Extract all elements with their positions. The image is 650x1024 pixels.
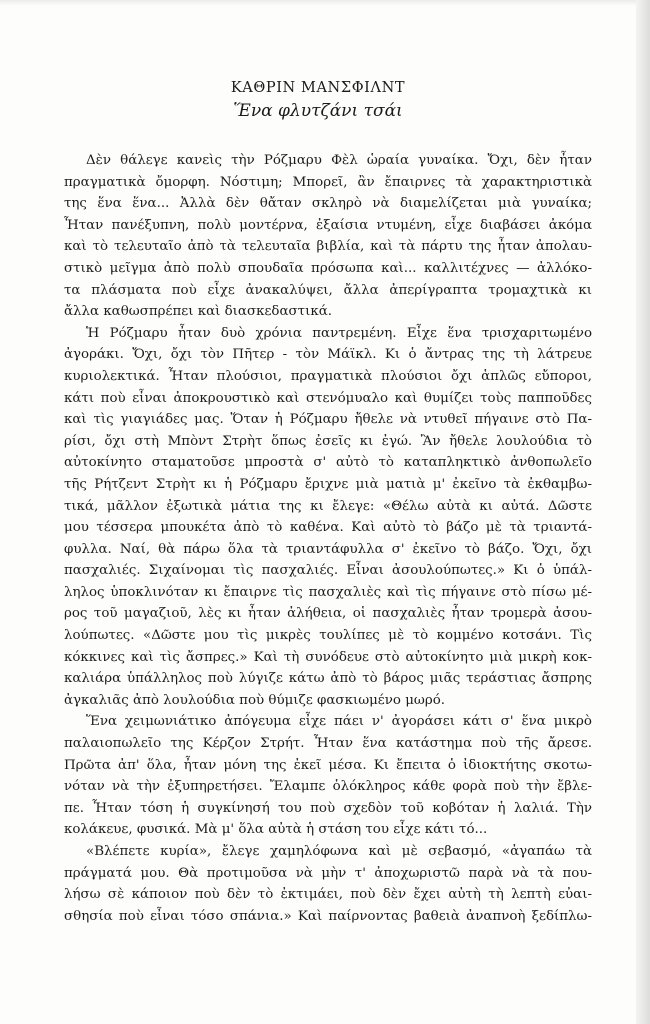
text-line: λήσω σὲ κάποιον ποὺ δὲν τὸ ἐκτιμάει, ποὺ δὲν ἔχει αὐτὴ τὴ λεπτὴ εὐαι-	[64, 887, 592, 903]
text-line: καὶ τὶς γιαγιάδες μας. Ὅταν ἡ Ρόζμαρυ ἤθελε νὰ ντυθεῖ πήγαινε στὸ Πα-	[64, 412, 592, 428]
text-line: πασχαλιές. Σιχαίνομαι τὶς πασχαλιές. Εἶναι ἀσουλούπωτες.» Κι ὁ ὑπάλ-	[64, 563, 592, 579]
text-line: Ἡ Ρόζμαρυ ἦταν δυὸ χρόνια παντρεμένη. Εἶχε ἕνα τρισχαριτωμένο	[86, 325, 592, 341]
text-line: ἀγκαλιᾶς ἀπὸ λουλούδια ποὺ θύμιζε φασκιωμένο μωρό.	[64, 692, 446, 708]
text-line: λούπωτες. «Δῶστε μου τὶς μικρὲς τουλίπες μὲ τὸ κομμένο κοτσάνι. Τὶς	[64, 628, 592, 644]
text-line: αὐτοκίνητο σταματοῦσε μπροστὰ σ' αὐτὸ τὸ καταπληκτικὸ ἀνθοπωλεῖο	[64, 455, 592, 471]
story-title: Ἕνα φλυτζάνι τσάι	[233, 101, 403, 121]
text-line: κάτι ποὺ εἶναι ἀποκρουστικὸ καὶ στενόμυαλο καὶ θυμίζει τοὺς παπποῦδες	[64, 390, 592, 406]
text-line: τα πλάσματα ποὺ εἶχε ἀνακαλύψει, ἄλλα ἀπερίγραπτα τρομαχτικὰ κι	[64, 282, 592, 298]
text-line: κόκκινες καὶ τὶς ἄσπρες.» Καὶ τὴ συνόδευε στὸ αὐτοκίνητο μιὰ μικρὴ κοκ-	[64, 649, 592, 665]
text-line: πε. Ἦταν τόση ἡ συγκίνησή του ποὺ σχεδὸν τοῦ κοβόταν ἡ λαλιά. Τὴν	[64, 800, 592, 816]
text-line: κυριολεκτικά. Ἦταν πλούσιοι, πραγματικὰ πλούσιοι ὄχι ἁπλῶς εὔποροι,	[64, 368, 592, 384]
text-line: καλιάρα ὑπάλληλος ποὺ λύγιζε κάτω ἀπὸ τὸ βάρος μιᾶς τεράστιας ἄσπρης	[64, 671, 592, 687]
text-line: Πρῶτα ἀπ' ὅλα, ἦταν μόνη της ἐκεῖ μέσα. Κι ἔπειτα ὁ ἰδιοκτήτης σκοτω-	[64, 757, 592, 773]
text-line: ρίσι, ὄχι στὴ Μπὸντ Στρὴτ ὅπως ἐσεῖς κι ἐγώ. Ἂν ἤθελε λουλούδια τὸ	[64, 433, 592, 449]
text-line: φυλλα. Ναί, θὰ πάρω ὅλα τὰ τριαντάφυλλα σ' ἐκεῖνο τὸ βάζο. Ὄχι, ὄχι	[64, 541, 592, 557]
text-line: ρος τοῦ μαγαζιοῦ, λὲς κι ἦταν ἀλήθεια, οἱ πασχαλιὲς ἦταν τρομερὰ ἀσου-	[64, 606, 592, 622]
text-line: Ἕνα χειμωνιάτικο ἀπόγευμα εἶχε πάει ν' ἀγοράσει κάτι σ' ἕνα μικρὸ	[86, 714, 592, 730]
text-line: καὶ τὸ τελευταῖο ἀπὸ τὰ τελευταῖα βιβλία, καὶ τὰ πάρτυ της ἦταν ἀπολαυ-	[64, 239, 592, 255]
text-line: ἄλλα καθωσπρέπει καὶ διασκεδαστικά.	[64, 304, 332, 320]
text-line: «Βλέπετε κυρία», ἔλεγε χαμηλόφωνα καὶ μὲ σεβασμό, «ἀγαπάω τὰ	[86, 844, 592, 859]
body-text	[64, 150, 592, 927]
text-line: της ἕνα ἕνα... Ἀλλὰ δὲν θἄταν σκληρὸ νὰ διαμελίζεται μιὰ γυναίκα;	[64, 196, 592, 212]
page-edge-shadow	[636, 0, 650, 1024]
text-line: πραγματικὰ ὄμορφη. Νόστιμη; Μπορεῖ, ἂν ἔπαιρνες τὰ χαρακτηριστικὰ	[64, 174, 592, 190]
text-line: κολάκευε, φυσικά. Μὰ μ' ὅλα αὐτὰ ἡ στάση του εἶχε κάτι τό...	[64, 822, 488, 838]
text-line: μου τέσσερα μπουκέτα ἀπὸ τὸ καθένα. Καὶ αὐτὸ τὸ βάζο μὲ τὰ τριαντά-	[64, 520, 592, 536]
text-line: νόταν νὰ τὴν ἐξυπηρετήσει. Ἔλαμπε ὁλόκληρος κάθε φορὰ ποὺ τὴν ἔβλε-	[64, 779, 592, 795]
author-name: ΚΑΘΡΙΝ ΜΑΝΣΦΙΛΝΤ	[230, 80, 406, 96]
text-line: στικὸ μεῖγμα ἀπὸ πολὺ σπουδαῖα πρόσωπα καὶ... καλλιτέχνες — ἀλλόκο-	[64, 260, 592, 276]
chapter-header	[0, 78, 636, 123]
text-line: ληλος ὑποκλινόταν κι ἔπαιρνε τὶς πασχαλιὲς καὶ τὶς πήγαινε στὸ πίσω μέ-	[64, 584, 592, 600]
page-top-shadow	[0, 0, 636, 6]
text-line: πράγματά μου. Θὰ προτιμοῦσα νὰ μὴν τ' ἀποχωριστῶ παρὰ νὰ τὰ που-	[64, 865, 592, 881]
text-line: τῆς Ρήτζεντ Στρὴτ κι ἡ Ρόζμαρυ ἔριχνε μιὰ ματιὰ μ' ἐκεῖνο τὰ ἐκθαμβω-	[64, 476, 592, 492]
text-line: τικά, μᾶλλον ἐξωτικὰ μάτια της κι ἔλεγε: «Θέλω αὐτὰ κι αὐτά. Δῶστε	[64, 498, 592, 514]
text-line: σθησία ποὺ εἶναι τόσο σπάνια.» Καὶ παίρνοντας βαθειὰ ἀναπνοὴ ξεδίπλω-	[64, 908, 592, 924]
text-line: παλαιοπωλεῖο της Κέρζον Στρήτ. Ἦταν ἕνα κατάστημα ποὺ τῆς ἄρεσε.	[64, 736, 592, 752]
text-line: ἀγοράκι. Ὄχι, ὄχι τὸν Πῆτερ - τὸν Μάϊκλ. Κι ὁ ἄντρας της τὴ λάτρευε	[64, 347, 592, 363]
text-line: Ἦταν πανέξυπνη, πολὺ μοντέρνα, ἐξαίσια ντυμένη, εἶχε διαβάσει ἀκόμα	[64, 217, 592, 233]
text-line: Δὲν θάλεγε κανεὶς τὴν Ρόζμαρυ Φὲλ ὡραία γυναίκα. Ὄχι, δὲν ἦταν	[86, 153, 592, 168]
